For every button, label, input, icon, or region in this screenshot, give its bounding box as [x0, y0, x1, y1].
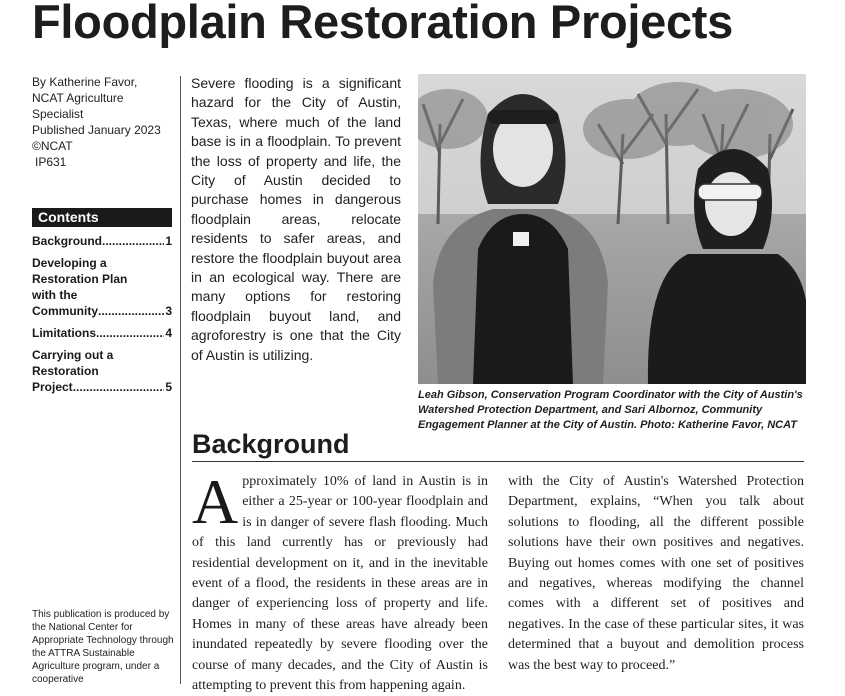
sidebar — [32, 74, 174, 170]
toc-item-label: Restoration — [32, 364, 99, 378]
column-divider — [180, 76, 181, 684]
toc-item-limitations[interactable] — [32, 325, 172, 341]
body-column-1-text: pproximately 10% of land in Austin is in either a 25-year or 100-year floodplain and is in danger of severe flash flooding. Much of this land currently has or previously had residential development on it, and in the inevitable event of a flood, the residents in these areas are in danger of experiencing loss of property and life. Homes in many of these areas have already been inundated repeatedly by severe flooding over the course of many decades, and the City of Austin is attempting to prevent this from happening again. — [192, 474, 488, 694]
section-rule — [192, 461, 804, 462]
byline-publication-id: IP631 — [35, 155, 67, 169]
byline — [32, 74, 174, 170]
drop-cap: A — [192, 466, 239, 537]
toc-item-label: Project — [32, 380, 73, 394]
byline-published: Published January 2023 — [32, 123, 161, 137]
byline-author: By Katherine Favor, — [32, 75, 138, 89]
body-column-1 — [192, 466, 488, 696]
toc-leader — [73, 379, 165, 395]
toc-item-developing-restoration-plan[interactable] — [32, 255, 172, 319]
photo — [418, 74, 806, 384]
intro-paragraph: Severe flooding is a significant hazard for the City of Austin, Texas, where much of the land base is in a floodplain. To prevent the loss of property and life, the City of Austin decided to purchase homes in dangerous floodplain areas, relocate residents to safer areas, and restore the floodplain buyout area in an ecological way. There are many options for restoring floodplain buyout land, and agroforestry is one that the City of Austin is utilizing. — [191, 75, 401, 363]
toc-page-number: 5 — [165, 380, 172, 394]
document-title — [32, 0, 832, 58]
photo-caption: Leah Gibson, Conservation Program Coordinator with the City of Austin's Watershed Protection Department, and Sari Albornoz, Community Engagement Planner at the City of Austin. Photo: Katherine Favor, NCAT — [418, 389, 803, 431]
byline-org: NCAT Agriculture — [32, 91, 124, 105]
toc-item-label: Developing a — [32, 256, 107, 270]
photo-image — [418, 74, 806, 384]
toc-item-label: Restoration Plan — [32, 272, 128, 286]
footer-note: This publication is produced by the National Center for Appropriate Technology through the ATTRA Sustainable Agriculture program, under a cooperative — [32, 609, 174, 685]
table-of-contents — [32, 208, 172, 401]
toc-list — [32, 233, 172, 395]
byline-copyright: ©NCAT — [32, 139, 73, 153]
toc-leader — [98, 303, 164, 319]
toc-page-number: 1 — [165, 234, 172, 248]
byline-role: Specialist — [32, 107, 84, 121]
toc-leader — [96, 325, 164, 341]
toc-item-background[interactable] — [32, 233, 172, 249]
toc-page-number: 4 — [165, 326, 172, 340]
title-line-2: Floodplain Restoration Projects — [32, 0, 734, 48]
toc-page-number: 3 — [165, 304, 172, 318]
toc-item-label: Limitations — [32, 326, 97, 340]
toc-item-label: Community — [32, 304, 98, 318]
toc-item-label: with the — [32, 288, 78, 302]
toc-item-label: Carrying out a — [32, 348, 114, 362]
body-column-2: with the City of Austin's Watershed Protection Department, explains, “When you talk about solutions to flooding, all the different possible solutions have their own positives and negatives. Buying out homes comes with one set of positives and negatives, whereas modifying the channel comes with a different set of positives and negatives. In the case of these particular sites, it was determined that a buyout and demolition process was the best way to proceed.” — [508, 474, 804, 673]
contents-heading: Contents — [32, 208, 172, 227]
toc-leader — [102, 233, 164, 249]
toc-item-carrying-out-restoration[interactable] — [32, 347, 172, 395]
section-heading: Background — [192, 429, 350, 459]
toc-item-label: Background — [32, 234, 103, 248]
